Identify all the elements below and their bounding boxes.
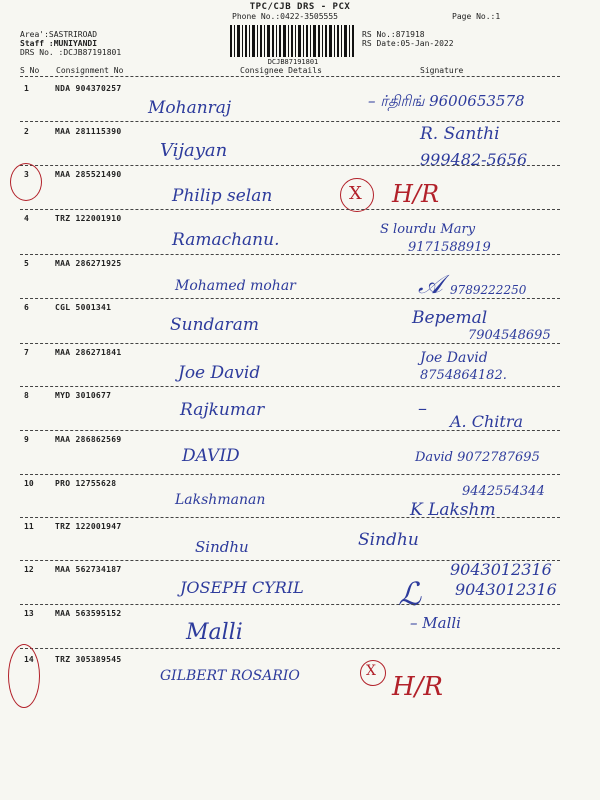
consignee-handwriting: GILBERT ROSARIO	[160, 668, 300, 684]
row-number: 7	[24, 348, 29, 357]
row-number: 10	[24, 479, 34, 488]
divider	[20, 254, 560, 255]
red-circle-mark	[8, 644, 40, 708]
consignment-number: MYD 3010677	[55, 391, 112, 400]
consignee-handwriting: Rajkumar	[180, 400, 265, 420]
phone-number: Phone No.:0422-3505555	[232, 12, 338, 21]
row-number: 2	[24, 127, 29, 136]
area-label: Area':SASTRIROAD	[20, 30, 98, 39]
consignment-number: MAA 281115390	[55, 127, 122, 136]
consignment-number: TRZ 122001910	[55, 214, 122, 223]
consignee-handwriting: Mohamed mohar	[175, 278, 296, 294]
row-number: 5	[24, 259, 29, 268]
signature-handwriting: H/R	[392, 672, 444, 702]
row-number: 8	[24, 391, 29, 400]
divider	[20, 386, 560, 387]
consignment-number: MAA 562734187	[55, 565, 122, 574]
consignment-number: MAA 285521490	[55, 170, 122, 179]
document-title: TPC/CJB DRS - PCX	[249, 2, 351, 12]
divider	[20, 343, 560, 344]
consignment-number: TRZ 305389545	[55, 655, 122, 664]
signature-phone: 9043012316	[455, 580, 557, 599]
consignee-handwriting: Sindhu	[195, 538, 249, 556]
consignee-handwriting: Lakshmanan	[175, 492, 266, 508]
consignee-handwriting: Vijayan	[160, 140, 228, 161]
divider	[20, 76, 560, 77]
signature-phone: 9442554344	[462, 484, 545, 499]
row-number: 11	[24, 522, 34, 531]
signature-handwriting: K Lakshm	[410, 500, 496, 520]
consignee-handwriting: Mohanraj	[148, 98, 232, 118]
signature-handwriting: H/R	[392, 180, 440, 208]
signature-handwriting: Bepemal	[412, 308, 488, 328]
scribble-signature: 𝒜	[418, 270, 443, 300]
signature-handwriting: Sindhu	[358, 530, 419, 550]
signature-phone: 7904548695	[468, 328, 551, 343]
x-mark: X	[349, 183, 362, 204]
dash-mark: –	[418, 398, 427, 419]
row-number: 1	[24, 84, 29, 93]
consignee-handwriting: DAVID	[182, 446, 240, 466]
signature-handwriting: Joe David	[420, 350, 488, 366]
divider	[20, 604, 560, 605]
consignment-number: PRO 12755628	[55, 479, 117, 488]
consignee-handwriting: JOSEPH CYRIL	[180, 578, 304, 597]
row-number: 12	[24, 565, 34, 574]
consignee-handwriting: Malli	[186, 620, 243, 645]
barcode-label: DCJB87191801	[267, 58, 319, 66]
staff-label: Staff :MUNIYANDI	[20, 39, 98, 48]
signature-phone: 9171588919	[408, 240, 491, 255]
signature-handwriting: – Malli	[410, 614, 461, 632]
page-number: Page No.:1	[452, 12, 501, 21]
consignment-number: MAA 563595152	[55, 609, 122, 618]
consignee-handwriting: Ramachanu.	[172, 230, 280, 250]
consignment-number: CGL 5001341	[55, 303, 112, 312]
consignee-handwriting: Joe David	[178, 363, 261, 383]
signature-handwriting: David 9072787695	[415, 450, 540, 465]
divider	[20, 648, 560, 649]
consignment-number: MAA 286271925	[55, 259, 122, 268]
row-number: 6	[24, 303, 29, 312]
row-number: 14	[24, 655, 34, 664]
consignment-number: MAA 286271841	[55, 348, 122, 357]
drs-number: DRS No. :DCJB87191801	[20, 48, 122, 57]
column-sno: S No	[20, 66, 40, 75]
signature-handwriting: R. Santhi	[420, 124, 500, 144]
row-number: 3	[24, 170, 29, 179]
signature-handwriting: S lourdu Mary	[380, 222, 476, 237]
divider	[20, 517, 560, 518]
column-signature: Signature	[420, 66, 464, 75]
column-consignment: Consignment No	[56, 66, 124, 75]
divider	[20, 121, 560, 122]
scribble-signature: ℒ	[398, 575, 422, 613]
divider	[20, 165, 560, 166]
signature-handwriting: A. Chitra	[450, 412, 524, 431]
rs-date: RS Date:05-Jan-2022	[362, 39, 454, 48]
x-mark: X	[366, 663, 376, 679]
consignee-handwriting: Sundaram	[170, 315, 259, 335]
signature-phone: 9043012316	[450, 560, 552, 579]
signature-phone: 8754864182.	[420, 368, 507, 383]
consignment-number: TRZ 122001947	[55, 522, 122, 531]
signature-phone: 999482-5656	[420, 150, 528, 169]
red-circle-mark	[10, 163, 42, 201]
divider	[20, 209, 560, 210]
consignment-number: MAA 286862569	[55, 435, 122, 444]
barcode-image	[230, 25, 354, 57]
divider	[20, 430, 560, 431]
row-number: 4	[24, 214, 29, 223]
row-number: 9	[24, 435, 29, 444]
signature-handwriting: – ர்திரிங் 9600653578	[368, 92, 525, 110]
column-consignee: Consignee Details	[240, 66, 322, 75]
consignment-number: NDA 904370257	[55, 84, 122, 93]
divider	[20, 298, 560, 299]
divider	[20, 474, 560, 475]
signature-phone: 9789222250	[450, 283, 527, 297]
consignee-handwriting: Philip selan	[172, 186, 273, 206]
rs-number: RS No.:871918	[362, 30, 425, 39]
row-number: 13	[24, 609, 34, 618]
